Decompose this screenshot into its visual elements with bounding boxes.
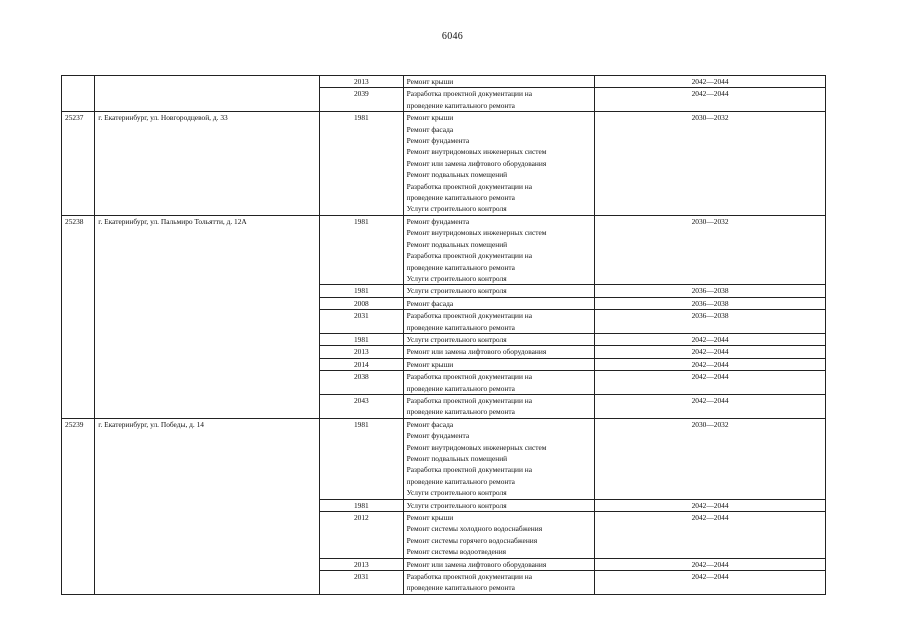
period-cell: 2042—2044 [595, 394, 826, 418]
work-item: Ремонт фундамента [406, 216, 470, 226]
work-item: Разработка проектной документации на [406, 89, 533, 99]
period-cell: 2042—2044 [595, 499, 826, 511]
period-cell: 2042—2044 [595, 558, 826, 570]
building-id-cell: 25239 [62, 418, 95, 594]
work-item: Ремонт системы холодного водоснабжения [406, 524, 543, 534]
works-cell [403, 358, 595, 370]
works-cell [403, 76, 595, 88]
work-item: Разработка проектной документации на [406, 372, 533, 382]
works-cell [403, 571, 595, 595]
work-item: Услуги строительного контроля [406, 204, 507, 214]
address-cell [95, 76, 320, 112]
period-cell: 2042—2044 [595, 333, 826, 345]
work-item: Ремонт системы горячего водоснабжения [406, 535, 538, 545]
work-item: Услуги строительного контроля [406, 488, 507, 498]
works-cell [403, 499, 595, 511]
year-cell: 2013 [320, 346, 404, 358]
year-cell: 1981 [320, 499, 404, 511]
work-item: Разработка проектной документации на [406, 572, 533, 582]
table-body [62, 76, 826, 595]
year-cell: 2031 [320, 571, 404, 595]
year-cell: 2039 [320, 88, 404, 112]
capital-repair-table [61, 75, 826, 595]
work-item: Ремонт фасада [406, 124, 454, 134]
works-cell [403, 346, 595, 358]
work-item: Разработка проектной документации на [406, 181, 533, 191]
year-cell: 1981 [320, 215, 404, 284]
building-id-cell [62, 76, 95, 112]
works-cell [403, 285, 595, 297]
works-cell [403, 215, 595, 284]
works-cell [403, 88, 595, 112]
table-row [62, 76, 826, 88]
year-cell: 2014 [320, 358, 404, 370]
building-id-cell: 25238 [62, 215, 95, 418]
work-item: Ремонт фасада [406, 419, 454, 429]
period-cell: 2042—2044 [595, 76, 826, 88]
work-item: проведение капитального ремонта [406, 583, 515, 593]
work-item: Ремонт фасада [406, 298, 454, 308]
work-item: Ремонт или замена лифтового оборудования [406, 559, 547, 569]
address-cell: г. Екатеринбург, ул. Победы, д. 14 [95, 418, 320, 594]
works-cell [403, 297, 595, 309]
period-cell: 2030—2032 [595, 215, 826, 284]
table-row [62, 215, 826, 284]
period-cell: 2042—2044 [595, 512, 826, 559]
work-item: Ремонт системы водоотведения [406, 547, 507, 557]
work-item: Ремонт внутридомовых инженерных систем [406, 228, 547, 238]
work-item: Ремонт фундамента [406, 431, 470, 441]
period-cell: 2030—2032 [595, 112, 826, 216]
works-cell [403, 371, 595, 395]
period-cell: 2042—2044 [595, 371, 826, 395]
work-item: Ремонт подвальных помещений [406, 170, 508, 180]
works-cell [403, 112, 595, 216]
works-cell [403, 512, 595, 559]
period-cell: 2030—2032 [595, 418, 826, 499]
period-cell: 2036—2038 [595, 285, 826, 297]
address-cell: г. Екатеринбург, ул. Новгородцевой, д. 33 [95, 112, 320, 216]
work-item: проведение капитального ремонта [406, 262, 515, 272]
work-item: Ремонт подвальных помещений [406, 239, 508, 249]
year-cell: 2038 [320, 371, 404, 395]
building-id-cell: 25237 [62, 112, 95, 216]
work-item: Ремонт внутридомовых инженерных систем [406, 442, 547, 452]
period-cell: 2036—2038 [595, 297, 826, 309]
year-cell: 2013 [320, 558, 404, 570]
work-item: Ремонт внутридомовых инженерных систем [406, 147, 547, 157]
work-item: проведение капитального ремонта [406, 476, 515, 486]
year-cell: 1981 [320, 333, 404, 345]
work-item: Разработка проектной документации на [406, 311, 533, 321]
work-item: Ремонт крыши [406, 513, 454, 523]
year-cell: 2043 [320, 394, 404, 418]
year-cell: 2013 [320, 76, 404, 88]
period-cell: 2042—2044 [595, 571, 826, 595]
work-item: Ремонт фундамента [406, 136, 470, 146]
work-item: проведение капитального ремонта [406, 193, 515, 203]
work-item: проведение капитального ремонта [406, 383, 515, 393]
work-item: Услуги строительного контроля [406, 334, 507, 344]
year-cell: 1981 [320, 112, 404, 216]
work-item: Ремонт крыши [406, 113, 454, 123]
address-cell: г. Екатеринбург, ул. Пальмиро Тольятти, д. 12А [95, 215, 320, 418]
page-number: 6046 [441, 31, 464, 42]
works-cell [403, 558, 595, 570]
period-cell: 2042—2044 [595, 346, 826, 358]
year-cell: 1981 [320, 418, 404, 499]
works-cell [403, 310, 595, 334]
year-cell: 2008 [320, 297, 404, 309]
work-item: Услуги строительного контроля [406, 273, 507, 283]
period-cell: 2042—2044 [595, 358, 826, 370]
work-item: проведение капитального ремонта [406, 322, 515, 332]
work-item: Ремонт крыши [406, 359, 454, 369]
year-cell: 1981 [320, 285, 404, 297]
work-item: Ремонт или замена лифтового оборудования [406, 158, 547, 168]
works-cell [403, 418, 595, 499]
work-item: Разработка проектной документации на [406, 395, 533, 405]
table-row [62, 418, 826, 499]
works-cell [403, 333, 595, 345]
work-item: Ремонт подвальных помещений [406, 454, 508, 463]
work-item: Разработка проектной документации на [406, 465, 533, 475]
year-cell: 2012 [320, 512, 404, 559]
year-cell: 2031 [320, 310, 404, 334]
work-item: Ремонт крыши [406, 77, 454, 86]
work-item: Услуги строительного контроля [406, 286, 507, 296]
work-item: Услуги строительного контроля [406, 500, 507, 510]
period-cell: 2042—2044 [595, 88, 826, 112]
works-cell [403, 394, 595, 418]
table-row [62, 112, 826, 216]
work-item: Ремонт или замена лифтового оборудования [406, 347, 547, 357]
work-item: Разработка проектной документации на [406, 251, 533, 261]
work-item: проведение капитального ремонта [406, 100, 515, 110]
work-item: проведение капитального ремонта [406, 407, 515, 417]
period-cell: 2036—2038 [595, 310, 826, 334]
